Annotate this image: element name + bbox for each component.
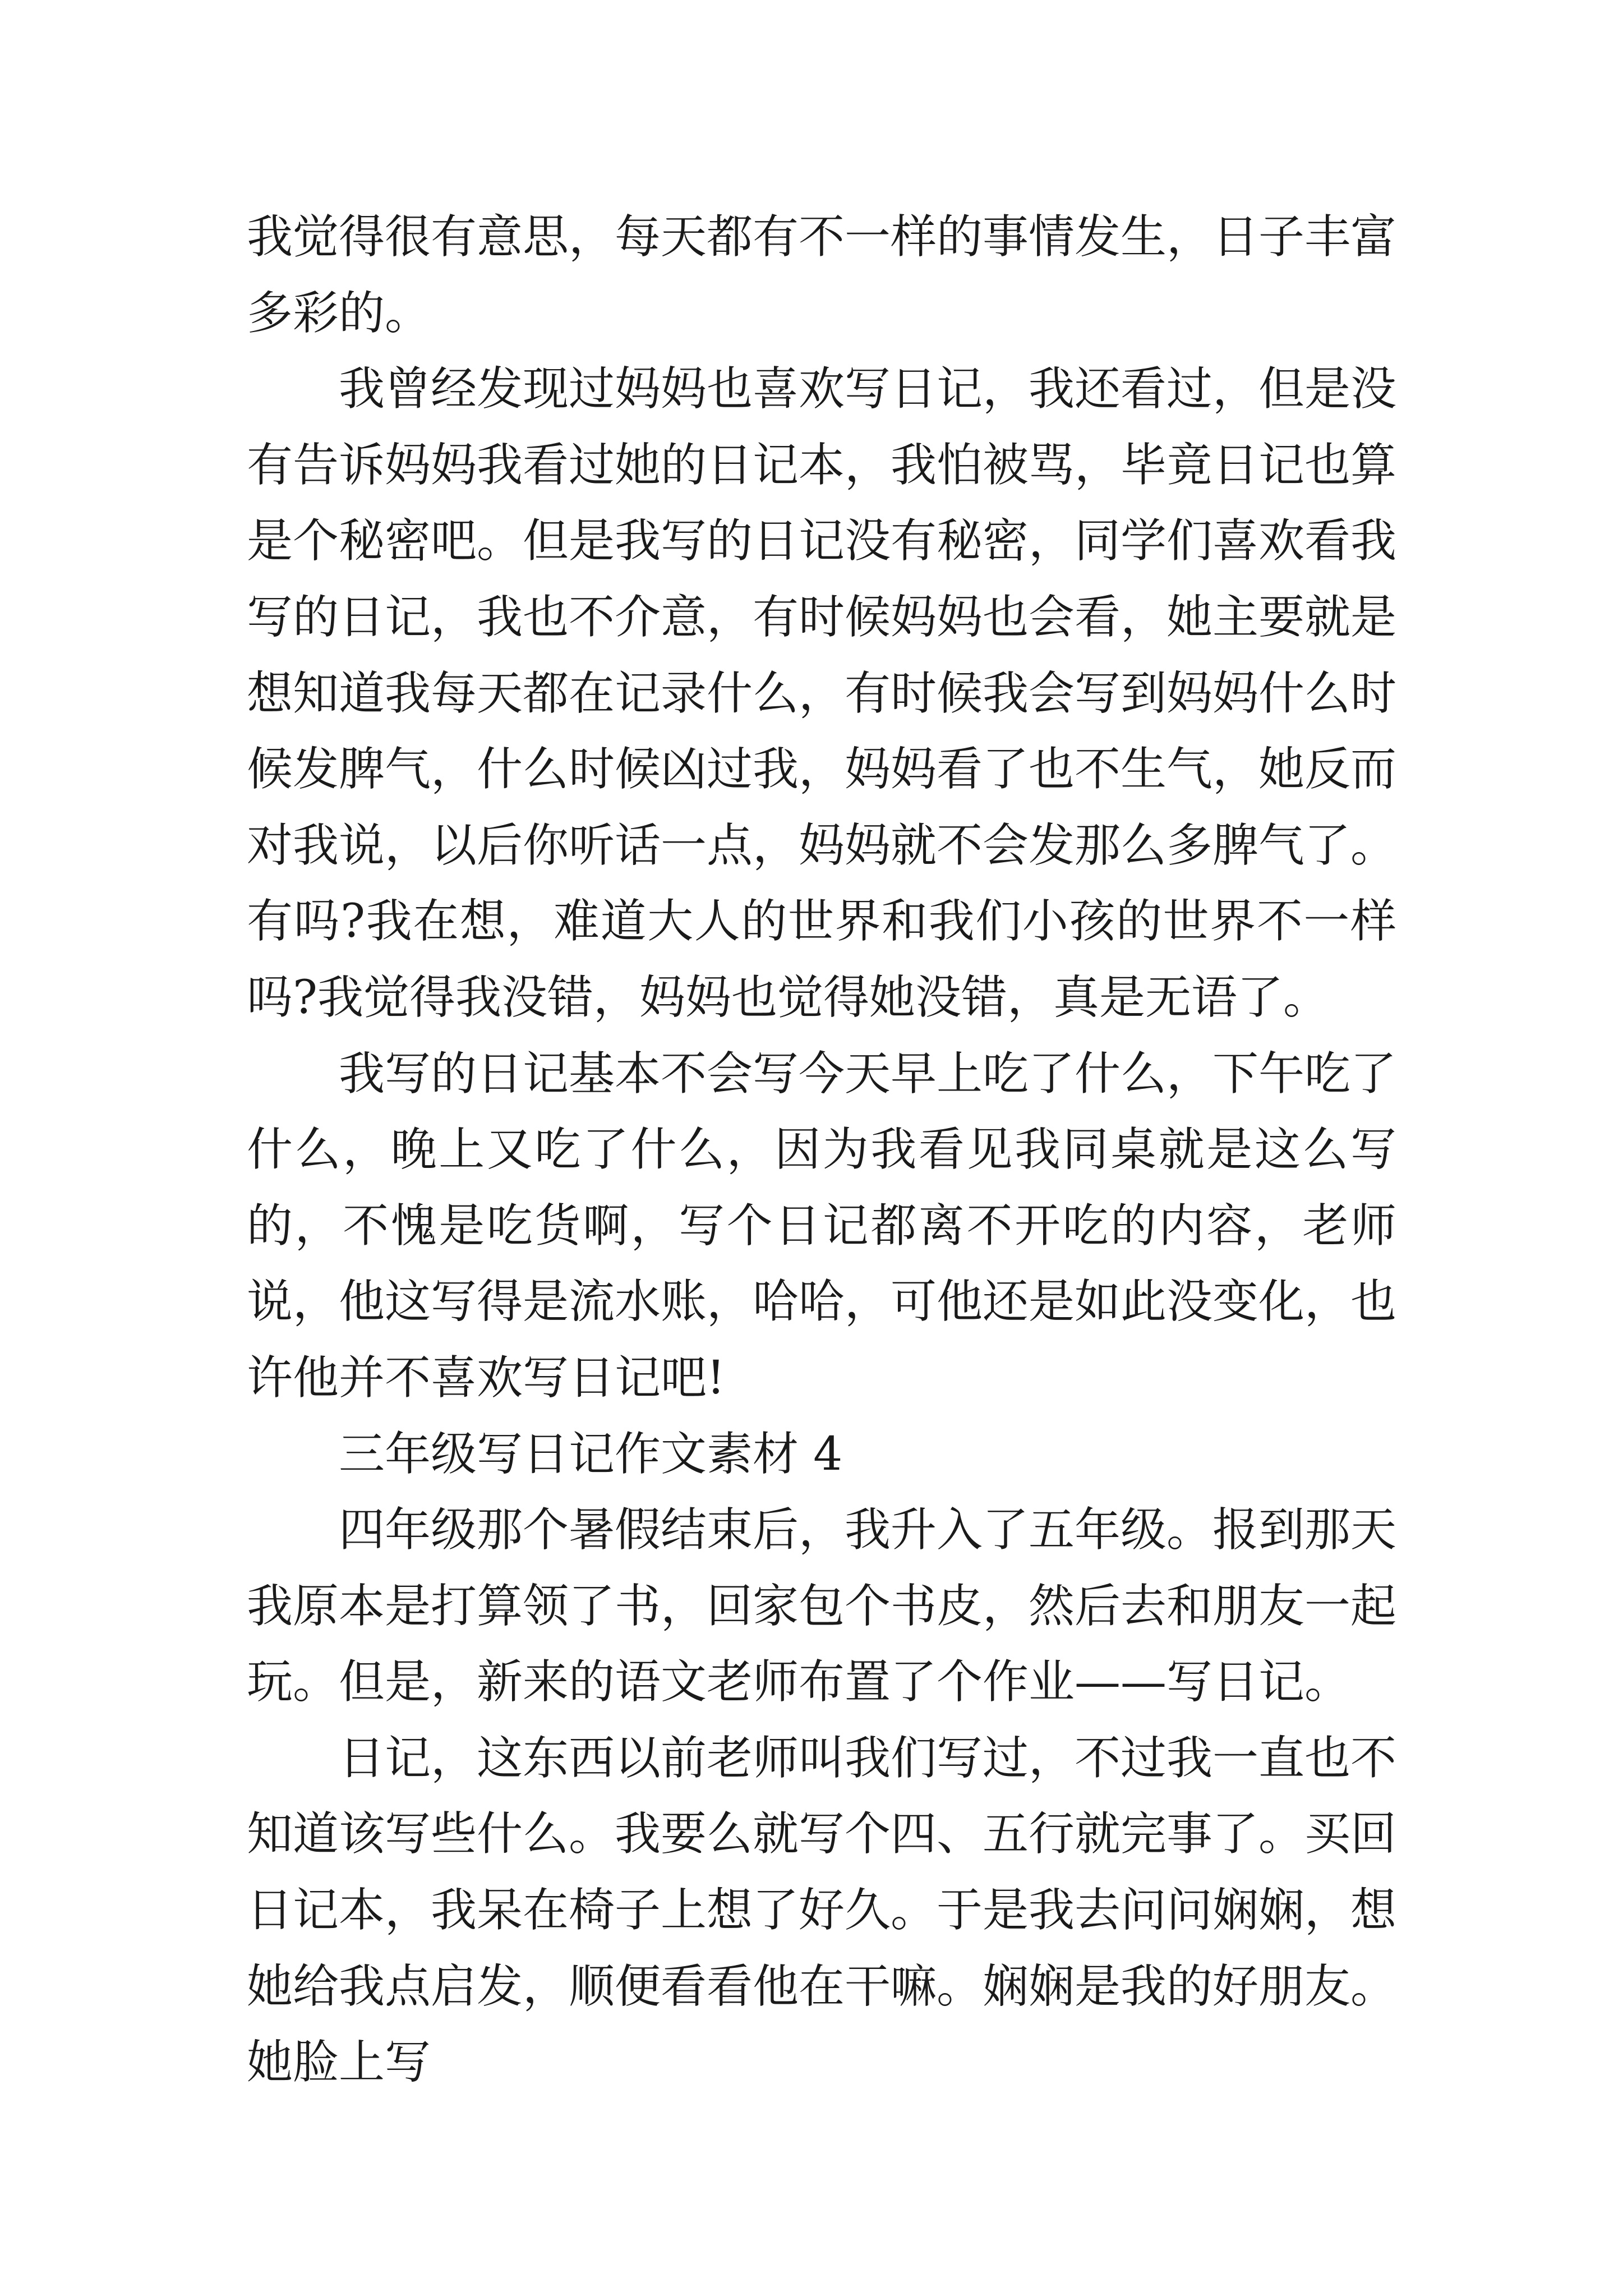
paragraph-continued: 我觉得很有意思，每天都有不一样的事情发生，日子丰富多彩的。: [247, 210, 1397, 340]
paragraph-deskmate-diary: 我写的日记基本不会写今天早上吃了什么，下午吃了什么，晚上又吃了什么，因为我看见我同桌就是这么写的，不愧是吃货啊，写个日记都离不开吃的内容，老师说，他这写得是流水账，哈哈，可他还是如此没变化，也许他并不喜欢写日记吧!: [247, 1047, 1397, 1405]
paragraph-fifth-grade: 四年级那个暑假结束后，我升入了五年级。报到那天我原本是打算领了书，回家包个书皮，然后去和朋友一起玩。但是，新来的语文老师布置了个作业——写日记。: [247, 1503, 1397, 1709]
document-body: [247, 199, 1396, 2101]
section-heading: 三年级写日记作文素材 4: [339, 1427, 843, 1481]
paragraph-mom-diary: 我曾经发现过妈妈也喜欢写日记，我还看过，但是没有告诉妈妈我看过她的日记本，我怕被骂，毕竟日记也算是个秘密吧。但是我写的日记没有秘密，同学们喜欢看我写的日记，我也不介意，有时候妈妈也会看，她主要就是想知道我每天都在记录什么，有时候我会写到妈妈什么时候发脾气，什么时候凶过我，妈妈看了也不生气，她反而对我说，以后你听话一点，妈妈就不会发那么多脾气了。有吗?我在想，难道大人的世界和我们小孩的世界不一样吗?我觉得我没错，妈妈也觉得她没错，真是无语了。: [247, 362, 1397, 1024]
paragraph-diary-thoughts: 日记，这东西以前老师叫我们写过，不过我一直也不知道该写些什么。我要么就写个四、五行就完事了。买回日记本，我呆在椅子上想了好久。于是我去问问娴娴，想她给我点启发，顺便看看他在干嘛。娴娴是我的好朋友。她脸上写: [247, 1731, 1397, 2090]
